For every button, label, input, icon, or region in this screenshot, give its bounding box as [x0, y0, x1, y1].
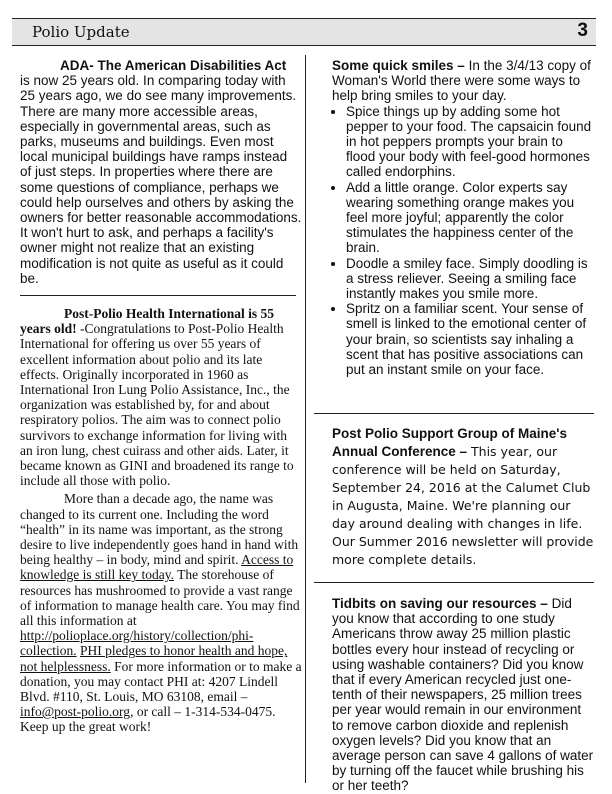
phi-article: [20, 306, 302, 735]
column-divider: [305, 55, 306, 783]
access-knowledge-link: Access to knowledge is still key today.: [20, 552, 294, 583]
ada-article: [20, 58, 302, 286]
list-item: • Spice things up by adding some hot pepper to your food. The capsaicin found in hot peppers prompts your brain to flood your body with feel-good hormones called endorphins.: [346, 104, 594, 180]
phi-email-link[interactable]: info@post-polio.org: [20, 704, 131, 720]
phi-heading: Post-Polio Health International is 55 years old!: [20, 306, 274, 337]
list-item: • Spritz on a familiar scent. Your sense of smell is linked to the emotional center of your brain, so scientists say inhaling a scent that has positive associations can put an instant smile on your face.: [346, 301, 594, 377]
list-item: • Add a little orange. Color experts say wearing something orange makes you feel more joyful; apparently the color stimulates the happiness center of the brain.: [346, 180, 594, 256]
page-header: [12, 18, 596, 46]
page-number: 3: [577, 20, 588, 41]
phi-contact-text: For more information or to make a donation, you may contact PHI at: 4207 Lindell Blvd. #110, St. Louis, MO 63108, email –: [20, 658, 302, 705]
phi-para2-resources: The storehouse of resources has mushroomed to provide a vast range of information to manage health care. You may find all this information at: [20, 567, 300, 629]
newsletter-title: Polio Update: [32, 23, 130, 41]
ada-text: is now 25 years old. In comparing today with 25 years ago, we do see many improvements. There are many more accessible areas, especially in governmental areas, such as parks, museums and buildings. Even most local municipal buildings have ramps instead of just steps. In properties where there are some questions of compliance, perhaps we could help ourselves and others by asking the owners for better reasonable accommodations. It won't hurt to ask, and perhaps a facility's owner might not realize that an existing modification is not quite as useful as it could be.: [20, 73, 302, 286]
phi-collection-link[interactable]: http://polioplace.org/history/collection/phi-collection.: [20, 628, 254, 659]
phi-pledge: PHI pledges to honor health and hope, not helplessness.: [20, 643, 288, 674]
phi-closing: Keep up the great work!: [20, 719, 152, 735]
maine-text: This year, our conference will be held on Saturday, September 24, 2016 at the Calumet Club in Augusta, Maine. We're planning our day around dealing with changes in life. Our Summer 2016 newsletter will provide more complete details.: [332, 444, 594, 567]
smiles-list: [316, 104, 594, 378]
section-divider: [314, 582, 594, 583]
phi-para1: -Congratulations to Post-Polio Health International for offering us over 55 years of excellent information about polio and its late effects. Originally incorporated in 1960 as International Iron Lung Polio Assistance, Inc., the organization was established by, for and about respiratory polios. The aim was to connect polio survivors to exchange information for living with an iron lung, chest cuirass and other aids. Later, it became known as GINI and broadened its range to include all those with polio.: [20, 321, 294, 489]
smiles-heading: Some quick smiles –: [332, 58, 465, 73]
maine-article: [316, 425, 594, 569]
section-divider: [314, 413, 594, 414]
list-item: • Doodle a smiley face. Simply doodling is a stress reliever. Seeing a smiling face instantly makes you smile more.: [346, 256, 594, 302]
section-divider: [20, 295, 296, 296]
phi-phone-text: , or call – 1-314-534-0475.: [130, 704, 276, 720]
maine-heading: Post Polio Support Group of Maine's Annual Conference –: [332, 426, 567, 459]
tidbits-text: Did you know that according to one study Americans throw away 25 million plastic bottles every hour instead of recycling or using washable containers? Did you know that if every American recycled just one-tenth of their newspapers, 25 million trees per year would remain in our environment to remove carbon dioxide and replenish oxygen levels? Did you know that an average person can save 4 gallons of water by turning off the faucet while brushing his or her teeth?: [332, 596, 594, 794]
ada-heading: ADA- The American Disabilities Act: [60, 58, 287, 73]
smiles-article: [316, 58, 594, 377]
tidbits-article: [316, 596, 594, 794]
tidbits-heading: Tidbits on saving our resources –: [332, 596, 548, 611]
phi-para2-text: More than a decade ago, the name was changed to its current one. Including the word “health” in its name was important, as the strong desire to live independently goes hand in hand with being healthy – in body, mind and spirit.: [20, 491, 299, 568]
smiles-intro: In the 3/4/13 copy of Woman's World there were some ways to help bring smiles to your day.: [332, 58, 591, 104]
